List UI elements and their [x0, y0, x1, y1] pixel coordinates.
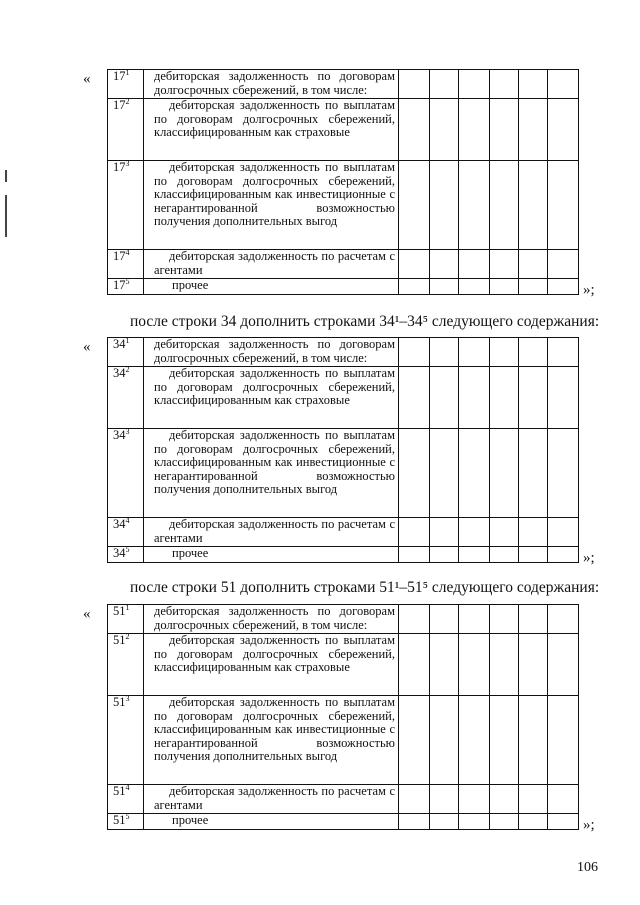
- row-number: $34^2$: [108, 367, 144, 429]
- row-description: дебиторская задолженность по выплатам по договорам долгосрочных сбережений, классифицированным как инвестиционные с негарантированной возможностью получения дополнительных выгод: [144, 161, 399, 250]
- row-number: $17^2$: [108, 99, 144, 161]
- row-description: дебиторская задолженность по выплатам по договорам долгосрочных сбережений, классифицированным как страховые: [144, 99, 399, 161]
- opening-quote: «: [83, 339, 91, 355]
- table-row: [108, 338, 579, 367]
- margin-mark: [5, 170, 7, 182]
- row-number: $17^5$: [108, 279, 144, 295]
- row-description: дебиторская задолженность по выплатам по договорам долгосрочных сбережений, классифицированным как страховые: [144, 367, 399, 429]
- row-number: $17^3$: [108, 161, 144, 250]
- table-block-34: [85, 337, 605, 569]
- row-description: прочее: [144, 279, 399, 295]
- table-row: [108, 605, 579, 634]
- table-row: [108, 279, 579, 295]
- table-row: [108, 814, 579, 830]
- closing-quote: »;: [583, 550, 595, 566]
- row-description: дебиторская задолженность по расчетам с агентами: [144, 250, 399, 279]
- table-row: [108, 785, 579, 814]
- row-number: $51^1$: [108, 605, 144, 634]
- closing-quote: »;: [583, 817, 595, 833]
- row-description: дебиторская задолженность по расчетам с агентами: [144, 785, 399, 814]
- table-row: [108, 161, 579, 250]
- row-description: прочее: [144, 547, 399, 563]
- row-description: дебиторская задолженность по выплатам по договорам долгосрочных сбережений, классифицированным как инвестиционные с негарантированной возможностью получения дополнительных выгод: [144, 429, 399, 518]
- row-number: $34^5$: [108, 547, 144, 563]
- table-row: [108, 696, 579, 785]
- row-description: дебиторская задолженность по выплатам по договорам долгосрочных сбережений, классифицированным как инвестиционные с негарантированной возможностью получения дополнительных выгод: [144, 696, 399, 785]
- closing-quote: »;: [583, 282, 595, 298]
- row-description: прочее: [144, 814, 399, 830]
- table-row: [108, 367, 579, 429]
- row-number: $51^2$: [108, 634, 144, 696]
- row-description: дебиторская задолженность по договорам долгосрочных сбережений, в том числе:: [144, 338, 399, 367]
- table-block-51: [85, 604, 605, 836]
- accounts-table-17: [107, 69, 579, 295]
- row-number: $34^1$: [108, 338, 144, 367]
- accounts-table-34: [107, 337, 579, 563]
- table-row: [108, 99, 579, 161]
- row-description: дебиторская задолженность по договорам долгосрочных сбережений, в том числе:: [144, 605, 399, 634]
- row-number: $51^5$: [108, 814, 144, 830]
- row-number: $51^4$: [108, 785, 144, 814]
- margin-mark: [5, 195, 7, 237]
- row-description: дебиторская задолженность по договорам долгосрочных сбережений, в том числе:: [144, 70, 399, 99]
- table-row: [108, 250, 579, 279]
- page-number: 106: [577, 860, 598, 875]
- section-heading-34: после строки 34 дополнить строками 34¹–34⁵ следующего содержания:: [130, 313, 600, 330]
- row-number: $17^1$: [108, 70, 144, 99]
- row-number: $34^4$: [108, 518, 144, 547]
- table-row: [108, 70, 579, 99]
- table-row: [108, 634, 579, 696]
- section-heading-51: после строки 51 дополнить строками 51¹–51⁵ следующего содержания:: [130, 579, 600, 596]
- table-row: [108, 518, 579, 547]
- opening-quote: «: [83, 71, 91, 87]
- table-block-17: [85, 69, 605, 301]
- opening-quote: «: [83, 606, 91, 622]
- row-number: $17^4$: [108, 250, 144, 279]
- row-description: дебиторская задолженность по выплатам по договорам долгосрочных сбережений, классифицированным как страховые: [144, 634, 399, 696]
- row-number: $34^3$: [108, 429, 144, 518]
- row-description: дебиторская задолженность по расчетам с агентами: [144, 518, 399, 547]
- table-row: [108, 429, 579, 518]
- row-number: $51^3$: [108, 696, 144, 785]
- accounts-table-51: [107, 604, 579, 830]
- table-row: [108, 547, 579, 563]
